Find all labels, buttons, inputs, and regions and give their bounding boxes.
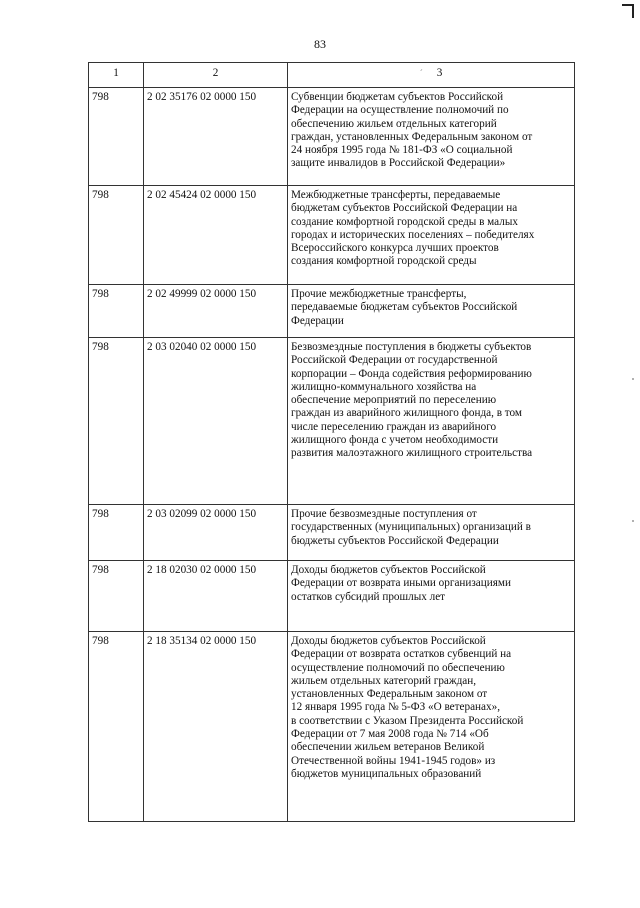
table-row — [89, 561, 575, 632]
table-row — [89, 505, 575, 561]
table-row — [89, 632, 575, 822]
budget-code: 2 18 02030 02 0000 150 — [144, 561, 288, 632]
scan-corner-mark — [622, 4, 634, 18]
budget-codes-table — [88, 62, 575, 822]
admin-code: 798 — [89, 561, 144, 632]
budget-code: 2 03 02040 02 0000 150 — [144, 338, 288, 505]
admin-code: 798 — [89, 186, 144, 285]
header-col-1: 1 — [89, 63, 144, 88]
header-col-2: 2 — [144, 63, 288, 88]
admin-code: 798 — [89, 505, 144, 561]
table-row — [89, 338, 575, 505]
table-row — [89, 88, 575, 186]
scan-speck — [632, 520, 634, 522]
scan-speck — [632, 378, 634, 380]
budget-code: 2 18 35134 02 0000 150 — [144, 632, 288, 822]
header-col-3 — [288, 63, 575, 88]
scan-mark: ´ — [419, 68, 423, 78]
income-description: Прочие безвозмездные поступления от государственных (муниципальных) организаций в бюджеты субъектов Российской Федерации — [288, 505, 575, 561]
income-description: Субвенции бюджетам субъектов Российской Федерации на осуществление полномочий по обеспечению жильем отдельных категорий граждан, установленных Федеральным законом от 24 ноября 1995 года № 181-ФЗ «О социальной защите инвалидов в Российской Федерации» — [288, 88, 575, 186]
admin-code: 798 — [89, 88, 144, 186]
header-col-3-label: 3 — [436, 67, 443, 79]
income-description: Безвозмездные поступления в бюджеты субъектов Российской Федерации от государственной корпорации – Фонда содействия реформированию жилищно-коммунального хозяйства на обеспечение мероприятий по переселению граждан из аварийного жилищного фонда, в том числе переселению граждан из аварийного жилищного фонда с учетом необходимости развития малоэтажного жилищного строительства — [288, 338, 575, 505]
page-number: 83 — [314, 37, 326, 51]
table-header-row — [89, 63, 575, 88]
budget-code: 2 02 45424 02 0000 150 — [144, 186, 288, 285]
admin-code: 798 — [89, 338, 144, 505]
income-description: Доходы бюджетов субъектов Российской Федерации от возврата иными организациями остатков субсидий прошлых лет — [288, 561, 575, 632]
table-row — [89, 285, 575, 338]
budget-code: 2 02 35176 02 0000 150 — [144, 88, 288, 186]
table-row — [89, 186, 575, 285]
income-description: Межбюджетные трансферты, передаваемые бюджетам субъектов Российской Федерации на создание комфортной городской среды в малых городах и исторических поселениях – победителях Всероссийского конкурса лучших проектов создания комфортной городской среды — [288, 186, 575, 285]
budget-code: 2 03 02099 02 0000 150 — [144, 505, 288, 561]
admin-code: 798 — [89, 285, 144, 338]
admin-code: 798 — [89, 632, 144, 822]
income-description: Доходы бюджетов субъектов Российской Федерации от возврата остатков субвенций на осуществление полномочий по обеспечению жильем отдельных категорий граждан, установленных Федеральным законом от 12 января 1995 года № 5-ФЗ «О ветеранах», в соответствии с Указом Президента Российской Федерации от 7 мая 2008 года № 714 «Об обеспечении жильем ветеранов Великой Отечественной войны 1941-1945 годов» из бюджетов муниципальных образований — [288, 632, 575, 822]
budget-code: 2 02 49999 02 0000 150 — [144, 285, 288, 338]
income-description: Прочие межбюджетные трансферты, передаваемые бюджетам субъектов Российской Федерации — [288, 285, 575, 338]
